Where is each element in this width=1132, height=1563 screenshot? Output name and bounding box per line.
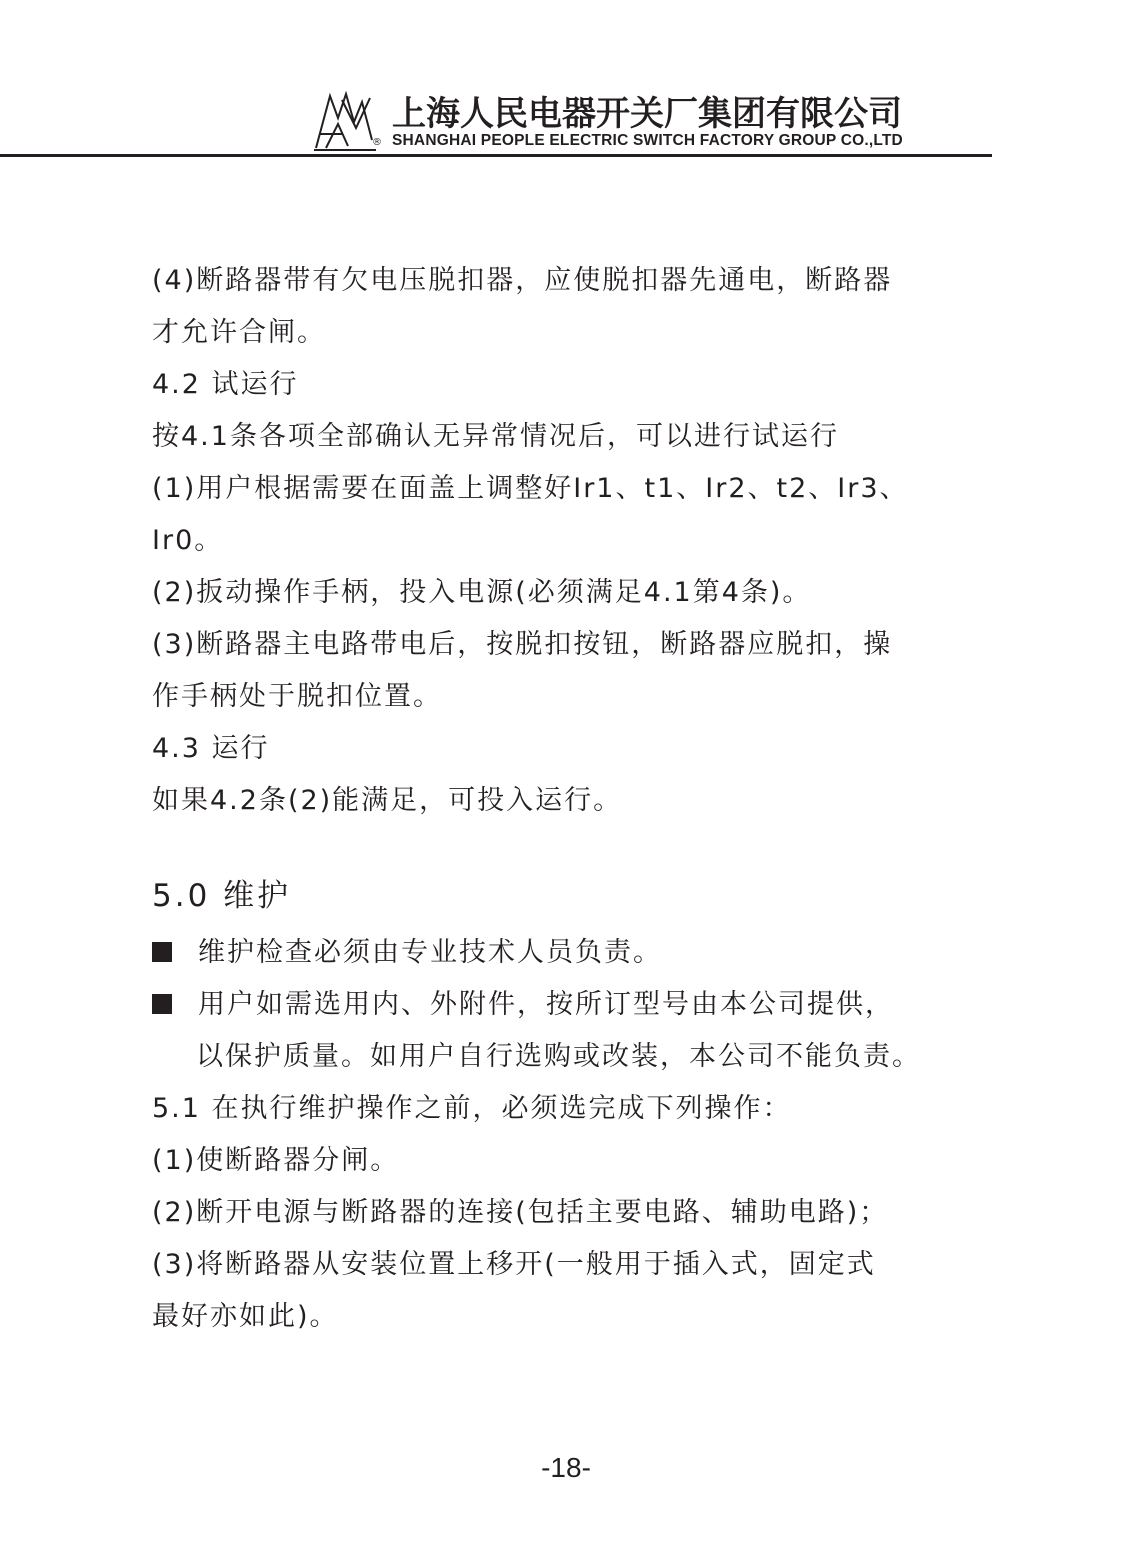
text-line: (2)断开电源与断路器的连接(包括主要电路、辅助电路)； — [152, 1197, 889, 1228]
section-heading: 5.0 维护 — [152, 878, 292, 914]
text-line: 作手柄处于脱扣位置。 — [152, 681, 442, 712]
square-bullet-icon — [152, 994, 172, 1014]
registered-mark: ® — [372, 137, 382, 148]
subsection-heading: 4.3 运行 — [152, 733, 270, 764]
text-line: 最好亦如此)。 — [152, 1301, 339, 1332]
text-line: (3)将断路器从安装位置上移开(一般用于插入式，固定式 — [152, 1249, 876, 1280]
text-line: 如果4.2条(2)能满足，可投入运行。 — [152, 785, 623, 816]
bullet-text: 维护检查必须由专业技术人员负责。 — [198, 937, 662, 968]
page-number: -18- — [541, 1452, 591, 1483]
text-line: (2)扳动操作手柄，投入电源(必须满足4.1第4条)。 — [152, 577, 812, 608]
text-line: (4)断路器带有欠电压脱扣器，应使脱扣器先通电，断路器 — [152, 265, 893, 296]
subsection-heading: 5.1 在执行维护操作之前，必须选完成下列操作： — [152, 1093, 792, 1124]
bullet-item — [152, 930, 662, 969]
text-line: (1)使断路器分闸。 — [152, 1145, 400, 1176]
text-line: 才允许合闸。 — [152, 317, 326, 348]
text-line: (3)断路器主电路带电后，按脱扣按钮，断路器应脱扣，操 — [152, 629, 893, 660]
header-divider — [0, 154, 992, 157]
bullet-item — [152, 982, 894, 1021]
company-logo-icon — [312, 88, 380, 152]
company-name-cn: 上海人民电器开关厂集团有限公司 — [392, 94, 902, 134]
subsection-heading: 4.2 试运行 — [152, 369, 299, 400]
bullet-text: 用户如需选用内、外附件，按所订型号由本公司提供， — [198, 989, 894, 1020]
text-line: Ir0。 — [152, 525, 224, 556]
page-header — [0, 0, 1132, 160]
text-line: 按4.1条各项全部确认无异常情况后，可以进行试运行 — [152, 421, 839, 452]
text-line: (1)用户根据需要在面盖上调整好Ir1、t1、Ir2、t2、Ir3、 — [152, 473, 909, 504]
bullet-continuation: 以保护质量。如用户自行选购或改装，本公司不能负责。 — [196, 1041, 921, 1072]
company-name-en: SHANGHAI PEOPLE ELECTRIC SWITCH FACTORY GROUP CO.,LTD — [392, 132, 903, 149]
square-bullet-icon — [152, 942, 172, 962]
